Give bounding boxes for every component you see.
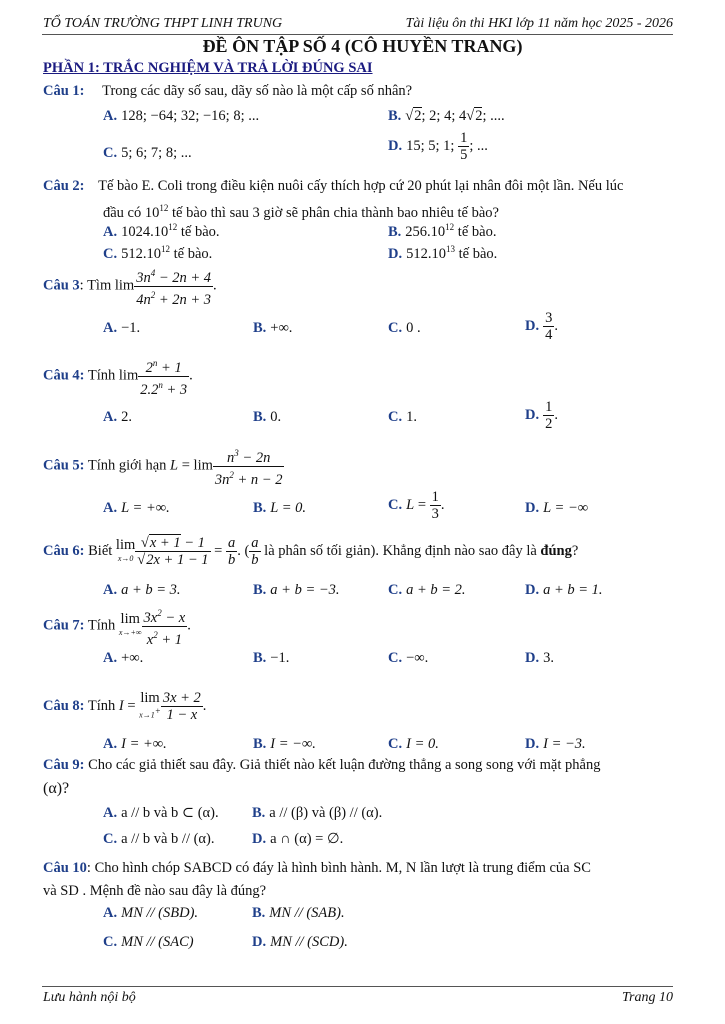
question-6: Câu 6: Biết lim x→0 $\frac{√x + 1 - 1}{√2x + 1 - 1}$ = $\frac{a}{b}$ . ( $\frac{a}{b}$ là phân số tối giản). Khẳng định nào sao đây là đúng?: [43, 535, 579, 568]
option-b[interactable]: B. 0.: [253, 409, 282, 425]
option-a[interactable]: A. I = +∞.: [103, 736, 167, 752]
page-number: Trang 10: [622, 990, 673, 1005]
option-d[interactable]: D. 3.: [525, 650, 554, 666]
option-c[interactable]: C. a // b và b // (α).: [103, 831, 215, 847]
question-2: Câu 2: Tế bào E. Coli trong điều kiện nuôi cấy thích hợp cứ 20 phút lại nhân đôi một lần. Nếu lúc: [43, 178, 624, 194]
option-a[interactable]: A. −1.: [103, 320, 141, 336]
header-divider: [42, 34, 673, 35]
question-3: Câu 3: Tìm lim $\frac{3n^4 - 2n + 4}{4n^2 + 2n + 3}$ .: [43, 265, 217, 308]
option-d[interactable]: D. MN // (SCD).: [252, 934, 348, 950]
question-9-line2: (α)?: [43, 780, 70, 797]
option-a[interactable]: A. L = +∞.: [103, 500, 170, 516]
option-c[interactable]: C. −∞.: [388, 650, 429, 666]
option-c[interactable]: C. MN // (SAC): [103, 934, 194, 950]
option-a[interactable]: A. +∞.: [103, 650, 144, 666]
question-10-line2: và SD . Mệnh đề nào sau đây là đúng?: [43, 883, 267, 899]
option-a[interactable]: A. MN // (SBD).: [103, 905, 199, 921]
page-title: ĐỀ ÔN TẬP SỐ 4 (CÔ HUYỀN TRANG): [202, 36, 523, 56]
footer-left: Lưu hành nội bộ: [43, 990, 136, 1005]
option-c[interactable]: C. 1.: [388, 409, 417, 425]
header-left: TỔ TOÁN TRƯỜNG THPT LINH TRUNG: [43, 16, 283, 31]
header-right: Tài liệu ôn thi HKI lớp 11 năm học 2025 - 2026: [405, 16, 673, 31]
question-7: Câu 7: Tính lim x→+∞ $\frac{3x^2 - x}{x^2 + 1}$ .: [43, 605, 191, 648]
option-a[interactable]: A. 128; −64; 32; −16; 8; ...: [103, 108, 260, 124]
option-c[interactable]: C. 0 .: [388, 320, 421, 336]
option-b[interactable]: B. MN // (SAB).: [252, 905, 345, 921]
option-b[interactable]: B. I = −∞.: [253, 736, 316, 752]
option-b[interactable]: B. √2; 2; 4; 4√2; ....: [388, 108, 505, 124]
option-d[interactable]: D. 512.10$^{13}$ tế bào.: [388, 244, 498, 262]
question-label: Câu 1:: [43, 83, 85, 99]
option-b[interactable]: B. 256.10$^{12}$ tế bào.: [388, 222, 497, 240]
option-b[interactable]: B. a + b = −3.: [253, 582, 340, 598]
option-d[interactable]: D. a ∩ (α) = ∅.: [252, 831, 344, 847]
option-d[interactable]: D. a + b = 1.: [525, 582, 603, 598]
option-a[interactable]: A. a + b = 3.: [103, 582, 181, 598]
option-b[interactable]: B. L = 0.: [253, 500, 307, 516]
option-b[interactable]: B. +∞.: [253, 320, 293, 336]
question-5: Câu 5: Tính giới hạn L = lim $\frac{n^3 - 2n}{3n^2 + n - 2}$: [43, 445, 284, 488]
option-c[interactable]: C. 512.10$^{12}$ tế bào.: [103, 244, 213, 262]
question-8: Câu 8: Tính I = lim x→1+ $\frac{3x + 2}{1 - x}$ .: [43, 689, 207, 723]
option-c[interactable]: C. I = 0.: [388, 736, 439, 752]
question-10: Câu 10: Cho hình chóp SABCD có đáy là hình bình hành. M, N lần lượt là trung điểm của SC: [43, 860, 591, 876]
option-d[interactable]: D. $\frac{1}{2}$ .: [525, 399, 558, 432]
option-b[interactable]: B. a // (β) và (β) // (α).: [252, 805, 383, 821]
option-d[interactable]: D. 15; 5; 1; $\frac{1}{5}$ ; ...: [388, 130, 488, 163]
option-d[interactable]: D. I = −3.: [525, 736, 586, 752]
option-c[interactable]: C. a + b = 2.: [388, 582, 466, 598]
option-a[interactable]: A. 2.: [103, 409, 132, 425]
question-2-line2: đầu có $10^{12}$ tế bào thì sau 3 giờ sẽ phân chia thành bao nhiêu tế bào?: [103, 203, 499, 221]
question-9: Câu 9: Cho các giả thiết sau đây. Giả thiết nào kết luận đường thẳng a song song với mặt phẳng: [43, 757, 601, 773]
section-title: PHẦN 1: TRẮC NGHIỆM VÀ TRẢ LỜI ĐÚNG SAI: [43, 60, 373, 76]
option-b[interactable]: B. −1.: [253, 650, 290, 666]
question-text: Trong các dãy số sau, dãy số nào là một cấp số nhân?: [102, 83, 413, 99]
option-d[interactable]: D. $\frac{3}{4}$ .: [525, 310, 558, 343]
option-c[interactable]: C. 5; 6; 7; 8; ...: [103, 145, 192, 161]
question-1: [43, 82, 412, 100]
option-c[interactable]: C. L = $\frac{1}{3}$ .: [388, 489, 445, 522]
option-d[interactable]: D. L = −∞: [525, 500, 589, 516]
option-a[interactable]: A. a // b và b ⊂ (α).: [103, 805, 219, 821]
option-a[interactable]: A. 1024.10$^{12}$ tế bào.: [103, 222, 220, 240]
question-4: Câu 4: Tính lim $\frac{2^n + 1}{2.2^n + 3}$ .: [43, 355, 193, 398]
footer-divider: [42, 986, 673, 987]
